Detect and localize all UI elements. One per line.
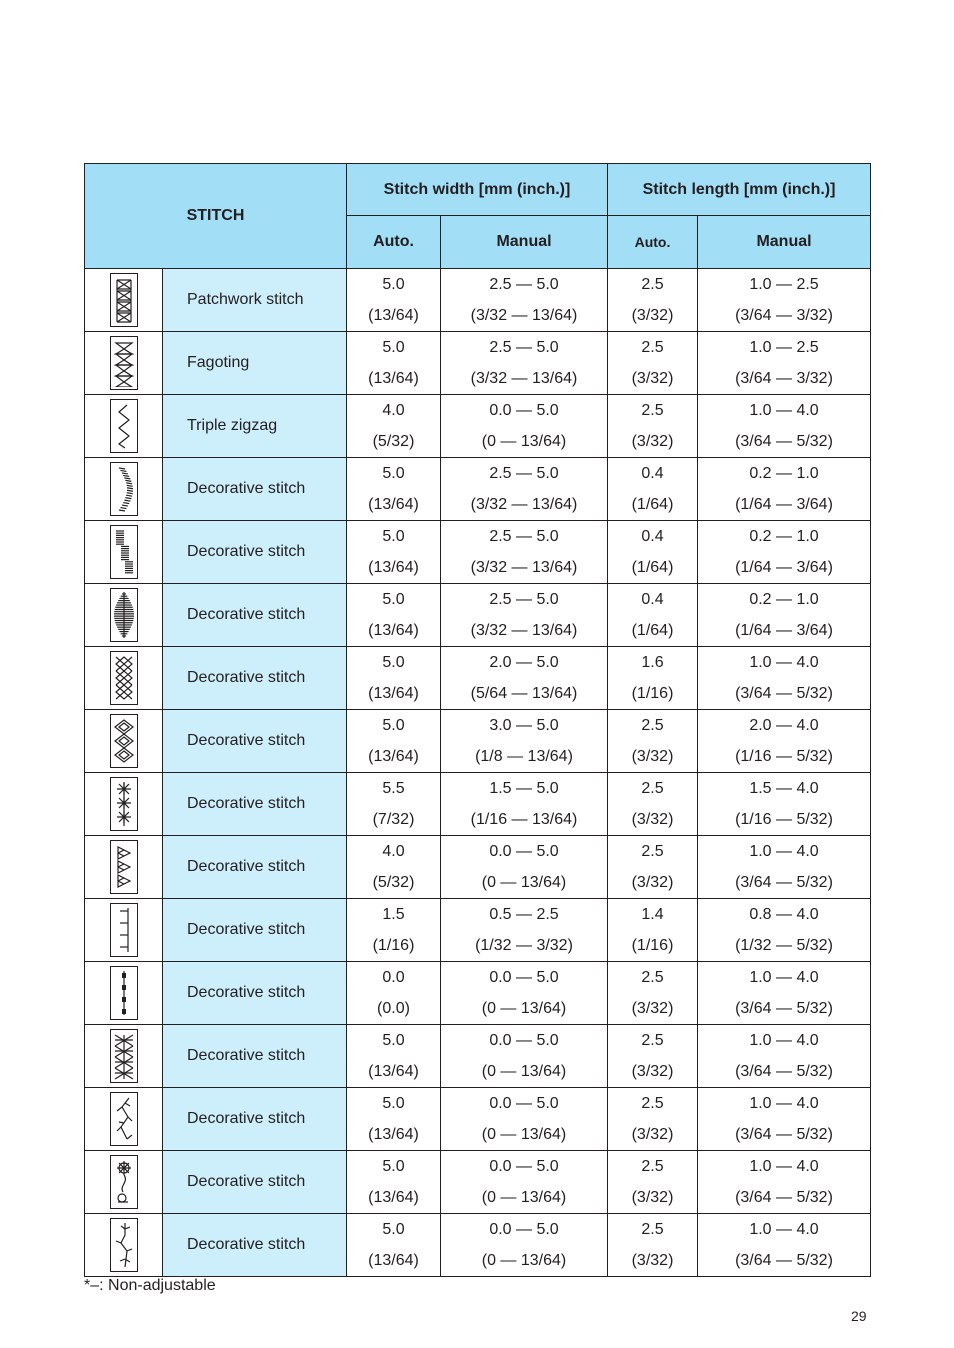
width-auto-value — [347, 458, 441, 521]
inch-value: (3/64 — 5/32) — [735, 1126, 833, 1143]
inch-value: (3/64 — 5/32) — [735, 1252, 833, 1269]
mm-value: 2.5 — [641, 843, 664, 860]
diamond-chain-stitch-icon — [110, 714, 138, 768]
table-row — [85, 710, 871, 773]
stitch-name: Patchwork stitch — [163, 269, 347, 332]
mm-value: 2.5 — [641, 276, 664, 293]
stitch-icon-cell — [85, 269, 163, 332]
mm-value: 4.0 — [382, 402, 405, 419]
inch-value: (13/64) — [368, 496, 419, 513]
width-manual-value — [441, 521, 608, 584]
inch-value: (3/32) — [631, 748, 674, 765]
inch-value: (3/32) — [631, 1000, 674, 1017]
mm-value: 2.5 — [641, 969, 664, 986]
inch-value: (3/64 — 5/32) — [735, 685, 833, 702]
mm-value: 0.2 — 1.0 — [749, 465, 819, 482]
stitch-icon-cell — [85, 458, 163, 521]
width-manual-value — [441, 1088, 608, 1151]
inch-value: (7/32) — [372, 811, 415, 828]
inch-value: (3/32) — [631, 1063, 674, 1080]
cross-chain-stitch-icon — [110, 651, 138, 705]
width-auto-value — [347, 332, 441, 395]
stitch-name: Decorative stitch — [163, 1025, 347, 1088]
inch-value: (3/32) — [631, 307, 674, 324]
mm-value: 0.0 — 5.0 — [489, 1221, 559, 1238]
stitch-name: Decorative stitch — [163, 773, 347, 836]
table-row — [85, 1151, 871, 1214]
table-row — [85, 395, 871, 458]
mm-value: 0.0 — 5.0 — [489, 969, 559, 986]
inch-value: (3/64 — 5/32) — [735, 433, 833, 450]
width-auto-value — [347, 962, 441, 1025]
inch-value: (3/32 — 13/64) — [470, 370, 578, 387]
width-manual-value — [441, 836, 608, 899]
mm-value: 5.0 — [382, 339, 405, 356]
inch-value: (1/64 — 3/64) — [735, 496, 833, 513]
table-row — [85, 1088, 871, 1151]
mm-value: 5.0 — [382, 1032, 405, 1049]
table-row — [85, 269, 871, 332]
length-manual-value — [698, 584, 871, 647]
mm-value: 1.0 — 4.0 — [749, 1095, 819, 1112]
stitch-icon-cell — [85, 647, 163, 710]
width-auto-value — [347, 269, 441, 332]
mm-value: 2.5 — [641, 402, 664, 419]
width-manual-value — [441, 1214, 608, 1277]
inch-value: (13/64) — [368, 307, 419, 324]
mm-value: 1.0 — 2.5 — [749, 276, 819, 293]
length-auto-value — [608, 647, 698, 710]
inch-value: (5/32) — [372, 874, 415, 891]
mm-value: 1.5 — 5.0 — [489, 780, 559, 797]
width-manual-value — [441, 899, 608, 962]
feather-stitch-icon — [110, 1092, 138, 1146]
length-auto-value — [608, 836, 698, 899]
width-manual-value — [441, 1151, 608, 1214]
table-header — [85, 164, 871, 269]
mm-value: 5.0 — [382, 276, 405, 293]
stitch-icon-cell — [85, 521, 163, 584]
width-auto-value — [347, 395, 441, 458]
stitch-name: Decorative stitch — [163, 836, 347, 899]
stitch-name: Decorative stitch — [163, 458, 347, 521]
mm-value: 0.0 — 5.0 — [489, 1095, 559, 1112]
mm-value: 0.0 — 5.0 — [489, 402, 559, 419]
width-manual-value — [441, 458, 608, 521]
inch-value: (0.0) — [377, 1000, 410, 1017]
table-row — [85, 1214, 871, 1277]
inch-value: (1/16) — [631, 937, 674, 954]
inch-value: (3/32) — [631, 874, 674, 891]
mm-value: 2.5 — 5.0 — [489, 528, 559, 545]
step-satin-stitch-icon — [110, 525, 138, 579]
stitch-name: Decorative stitch — [163, 1214, 347, 1277]
length-manual-header: Manual — [698, 216, 871, 269]
bead-stitch-icon — [110, 966, 138, 1020]
mm-value: 1.5 — [382, 906, 405, 923]
width-auto-value — [347, 521, 441, 584]
table-row — [85, 458, 871, 521]
length-auto-value — [608, 1088, 698, 1151]
inch-value: (3/32 — 13/64) — [470, 496, 578, 513]
width-manual-value — [441, 269, 608, 332]
inch-value: (3/64 — 5/32) — [735, 874, 833, 891]
length-auto-value — [608, 710, 698, 773]
mm-value: 1.0 — 4.0 — [749, 969, 819, 986]
inch-value: (13/64) — [368, 1126, 419, 1143]
mm-value: 0.0 — 5.0 — [489, 1032, 559, 1049]
width-auto-value — [347, 773, 441, 836]
blanket-stitch-icon — [110, 903, 138, 957]
inch-value: (3/64 — 5/32) — [735, 1063, 833, 1080]
stitch-icon-cell — [85, 332, 163, 395]
stitch-width-header: Stitch width [mm (inch.)] — [347, 164, 608, 216]
stitch-name: Decorative stitch — [163, 584, 347, 647]
inch-value: (3/32 — 13/64) — [470, 307, 578, 324]
width-manual-header: Manual — [441, 216, 608, 269]
length-manual-value — [698, 521, 871, 584]
mm-value: 5.0 — [382, 465, 405, 482]
width-auto-value — [347, 836, 441, 899]
length-manual-value — [698, 647, 871, 710]
inch-value: (0 — 13/64) — [481, 1063, 567, 1080]
table-row — [85, 647, 871, 710]
inch-value: (0 — 13/64) — [481, 1126, 567, 1143]
mm-value: 1.4 — [641, 906, 664, 923]
mm-value: 1.5 — 4.0 — [749, 780, 819, 797]
stitch-icon-cell — [85, 836, 163, 899]
table-row — [85, 773, 871, 836]
width-manual-value — [441, 710, 608, 773]
length-auto-value — [608, 332, 698, 395]
stitch-icon-cell — [85, 1088, 163, 1151]
width-manual-value — [441, 773, 608, 836]
inch-value: (1/64) — [631, 622, 674, 639]
stitch-name: Decorative stitch — [163, 1088, 347, 1151]
inch-value: (0 — 13/64) — [481, 1189, 567, 1206]
mm-value: 2.5 — 5.0 — [489, 339, 559, 356]
arrow-stitch-icon — [110, 840, 138, 894]
inch-value: (1/64 — 3/64) — [735, 622, 833, 639]
length-manual-value — [698, 962, 871, 1025]
inch-value: (1/64) — [631, 496, 674, 513]
width-auto-header: Auto. — [347, 216, 441, 269]
stitch-icon-cell — [85, 395, 163, 458]
inch-value: (3/32) — [631, 811, 674, 828]
table-row — [85, 521, 871, 584]
patchwork-stitch-icon — [110, 273, 138, 327]
inch-value: (3/64 — 3/32) — [735, 307, 833, 324]
length-manual-value — [698, 773, 871, 836]
width-manual-value — [441, 395, 608, 458]
stitch-icon-cell — [85, 584, 163, 647]
inch-value: (3/64 — 5/32) — [735, 1189, 833, 1206]
footnote: *–: Non-adjustable — [84, 1277, 216, 1294]
mm-value: 5.0 — [382, 1158, 405, 1175]
table-body — [85, 269, 871, 1277]
inch-value: (0 — 13/64) — [481, 1000, 567, 1017]
length-manual-value — [698, 269, 871, 332]
stitch-icon-cell — [85, 899, 163, 962]
stitch-name: Decorative stitch — [163, 521, 347, 584]
mm-value: 0.4 — [641, 528, 664, 545]
mm-value: 5.5 — [382, 780, 405, 797]
width-auto-value — [347, 647, 441, 710]
inch-value: (5/32) — [372, 433, 415, 450]
stitch-icon-cell — [85, 773, 163, 836]
mm-value: 5.0 — [382, 528, 405, 545]
length-manual-value — [698, 710, 871, 773]
stitch-name: Fagoting — [163, 332, 347, 395]
branch-stitch-icon — [110, 1218, 138, 1272]
mm-value: 0.4 — [641, 465, 664, 482]
stitch-icon-cell — [85, 962, 163, 1025]
length-auto-value — [608, 584, 698, 647]
length-auto-value — [608, 773, 698, 836]
stitch-name: Decorative stitch — [163, 710, 347, 773]
length-manual-value — [698, 1214, 871, 1277]
table-row — [85, 899, 871, 962]
mm-value: 2.5 — 5.0 — [489, 465, 559, 482]
mm-value: 1.0 — 4.0 — [749, 1032, 819, 1049]
mm-value: 3.0 — 5.0 — [489, 717, 559, 734]
table-row — [85, 332, 871, 395]
length-auto-value — [608, 521, 698, 584]
length-auto-value — [608, 1151, 698, 1214]
table-row — [85, 836, 871, 899]
length-manual-value — [698, 332, 871, 395]
inch-value: (1/16 — 5/32) — [735, 748, 833, 765]
inch-value: (5/64 — 13/64) — [470, 685, 578, 702]
inch-value: (3/32) — [631, 1189, 674, 1206]
mm-value: 0.4 — [641, 591, 664, 608]
mm-value: 2.5 — [641, 780, 664, 797]
mm-value: 2.0 — 5.0 — [489, 654, 559, 671]
inch-value: (1/16) — [631, 685, 674, 702]
mm-value: 1.0 — 4.0 — [749, 1158, 819, 1175]
mm-value: 0.8 — 4.0 — [749, 906, 819, 923]
inch-value: (1/32 — 5/32) — [735, 937, 833, 954]
width-auto-value — [347, 710, 441, 773]
lattice-stitch-icon — [110, 1029, 138, 1083]
inch-value: (1/16) — [372, 937, 415, 954]
length-auto-value — [608, 395, 698, 458]
inch-value: (13/64) — [368, 370, 419, 387]
length-manual-value — [698, 1151, 871, 1214]
mm-value: 5.0 — [382, 654, 405, 671]
inch-value: (1/32 — 3/32) — [475, 937, 573, 954]
stitch-length-header: Stitch length [mm (inch.)] — [608, 164, 871, 216]
stitch-name: Decorative stitch — [163, 899, 347, 962]
length-manual-value — [698, 1025, 871, 1088]
inch-value: (3/32) — [631, 1126, 674, 1143]
mm-value: 2.0 — 4.0 — [749, 717, 819, 734]
length-auto-value — [608, 1214, 698, 1277]
stitch-icon-cell — [85, 1151, 163, 1214]
inch-value: (13/64) — [368, 559, 419, 576]
mm-value: 0.5 — 2.5 — [489, 906, 559, 923]
length-manual-value — [698, 458, 871, 521]
inch-value: (13/64) — [368, 622, 419, 639]
fagoting-stitch-icon — [110, 336, 138, 390]
stitch-icon-cell — [85, 710, 163, 773]
mm-value: 0.0 — 5.0 — [489, 1158, 559, 1175]
inch-value: (3/32) — [631, 1252, 674, 1269]
width-auto-value — [347, 1151, 441, 1214]
inch-value: (3/32) — [631, 370, 674, 387]
mm-value: 2.5 — [641, 1032, 664, 1049]
inch-value: (3/32 — 13/64) — [470, 622, 578, 639]
width-manual-value — [441, 1025, 608, 1088]
inch-value: (0 — 13/64) — [481, 433, 567, 450]
mm-value: 0.0 — 5.0 — [489, 843, 559, 860]
width-auto-value — [347, 1214, 441, 1277]
stitch-name: Decorative stitch — [163, 962, 347, 1025]
width-manual-value — [441, 647, 608, 710]
mm-value: 2.5 — [641, 339, 664, 356]
inch-value: (1/8 — 13/64) — [475, 748, 573, 765]
width-manual-value — [441, 584, 608, 647]
inch-value: (13/64) — [368, 1252, 419, 1269]
mm-value: 1.6 — [641, 654, 664, 671]
stitch-icon-cell — [85, 1025, 163, 1088]
mm-value: 5.0 — [382, 1095, 405, 1112]
stitch-name: Decorative stitch — [163, 647, 347, 710]
stitch-column-header: STITCH — [85, 164, 347, 269]
length-auto-value — [608, 899, 698, 962]
mm-value: 2.5 — [641, 717, 664, 734]
mm-value: 5.0 — [382, 591, 405, 608]
width-auto-value — [347, 584, 441, 647]
mm-value: 1.0 — 4.0 — [749, 402, 819, 419]
star-stitch-icon — [110, 777, 138, 831]
inch-value: (13/64) — [368, 748, 419, 765]
inch-value: (3/32 — 13/64) — [470, 559, 578, 576]
floral-stitch-icon — [110, 1155, 138, 1209]
mm-value: 1.0 — 4.0 — [749, 1221, 819, 1238]
mm-value: 2.5 — [641, 1095, 664, 1112]
stitch-settings-table — [84, 163, 871, 1277]
width-auto-value — [347, 1025, 441, 1088]
inch-value: (13/64) — [368, 1063, 419, 1080]
inch-value: (1/64) — [631, 559, 674, 576]
inch-value: (1/64 — 3/64) — [735, 559, 833, 576]
length-manual-value — [698, 395, 871, 458]
length-auto-value — [608, 962, 698, 1025]
mm-value: 2.5 — 5.0 — [489, 591, 559, 608]
mm-value: 1.0 — 4.0 — [749, 654, 819, 671]
table-row — [85, 1025, 871, 1088]
page-number: 29 — [851, 1308, 867, 1324]
inch-value: (3/64 — 3/32) — [735, 370, 833, 387]
width-manual-value — [441, 962, 608, 1025]
inch-value: (3/32) — [631, 433, 674, 450]
mm-value: 2.5 — [641, 1221, 664, 1238]
mm-value: 0.2 — 1.0 — [749, 591, 819, 608]
inch-value: (1/16 — 13/64) — [470, 811, 578, 828]
width-auto-value — [347, 899, 441, 962]
inch-value: (13/64) — [368, 685, 419, 702]
length-manual-value — [698, 899, 871, 962]
oval-satin-stitch-icon — [110, 588, 138, 642]
table-row — [85, 584, 871, 647]
length-auto-header: Auto. — [608, 216, 698, 269]
mm-value: 5.0 — [382, 717, 405, 734]
stitch-name: Decorative stitch — [163, 1151, 347, 1214]
mm-value: 0.2 — 1.0 — [749, 528, 819, 545]
length-auto-value — [608, 458, 698, 521]
inch-value: (0 — 13/64) — [481, 1252, 567, 1269]
length-auto-value — [608, 269, 698, 332]
inch-value: (13/64) — [368, 1189, 419, 1206]
length-manual-value — [698, 1088, 871, 1151]
stitch-icon-cell — [85, 1214, 163, 1277]
inch-value: (0 — 13/64) — [481, 874, 567, 891]
mm-value: 1.0 — 4.0 — [749, 843, 819, 860]
table-row — [85, 962, 871, 1025]
mm-value: 2.5 — [641, 1158, 664, 1175]
stitch-name: Triple zigzag — [163, 395, 347, 458]
length-manual-value — [698, 836, 871, 899]
scallop-satin-stitch-icon — [110, 462, 138, 516]
mm-value: 2.5 — 5.0 — [489, 276, 559, 293]
mm-value: 5.0 — [382, 1221, 405, 1238]
mm-value: 0.0 — [382, 969, 405, 986]
inch-value: (1/16 — 5/32) — [735, 811, 833, 828]
mm-value: 1.0 — 2.5 — [749, 339, 819, 356]
mm-value: 4.0 — [382, 843, 405, 860]
inch-value: (3/64 — 5/32) — [735, 1000, 833, 1017]
width-auto-value — [347, 1088, 441, 1151]
triple-zigzag-stitch-icon — [110, 399, 138, 453]
width-manual-value — [441, 332, 608, 395]
length-auto-value — [608, 1025, 698, 1088]
